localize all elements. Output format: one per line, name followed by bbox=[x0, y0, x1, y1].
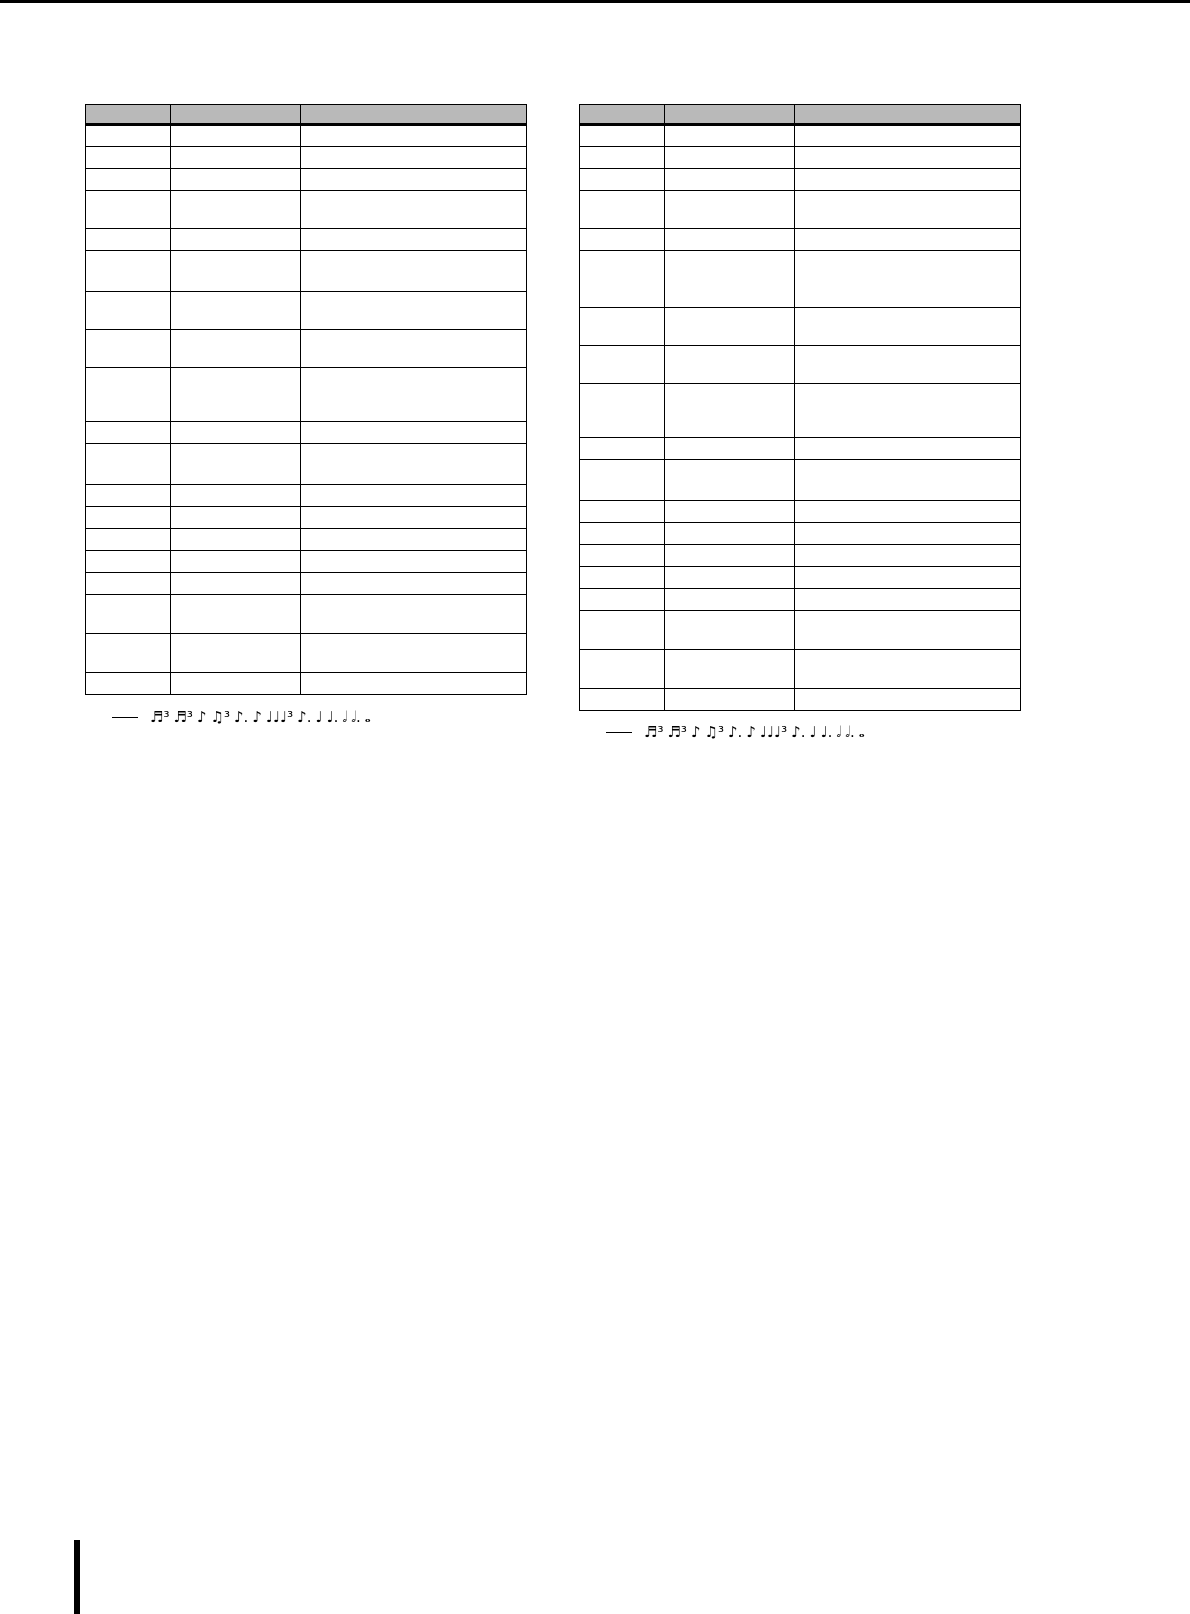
table-cell bbox=[86, 125, 171, 147]
table-row bbox=[580, 308, 1021, 346]
table-cell bbox=[580, 523, 665, 545]
table-cell bbox=[86, 169, 171, 191]
whole-note-icon: 𝅝 bbox=[858, 723, 865, 741]
table-cell bbox=[171, 573, 301, 595]
table-cell bbox=[301, 634, 527, 673]
note-values-legend bbox=[112, 708, 371, 726]
table-row bbox=[86, 330, 527, 368]
table-row bbox=[580, 567, 1021, 589]
table-cell bbox=[171, 551, 301, 573]
header-cell bbox=[665, 105, 795, 125]
table-cell bbox=[171, 169, 301, 191]
table-cell bbox=[171, 251, 301, 292]
dotted-16th-note-icon: ♪. bbox=[233, 708, 249, 726]
table-row bbox=[580, 229, 1021, 251]
table-cell bbox=[301, 422, 527, 444]
table-row bbox=[86, 673, 527, 695]
table-row bbox=[86, 507, 527, 529]
table-cell bbox=[86, 529, 171, 551]
triplet-32nd-notes-icon: ♬³ bbox=[644, 723, 664, 741]
table-cell bbox=[795, 384, 1021, 438]
table-cell bbox=[171, 673, 301, 695]
table-cell bbox=[86, 673, 171, 695]
table-row bbox=[580, 460, 1021, 501]
table-cell bbox=[301, 595, 527, 634]
table-header-row bbox=[580, 105, 1021, 125]
table-header-row bbox=[86, 105, 527, 125]
table-cell bbox=[665, 523, 795, 545]
table-cell bbox=[580, 460, 665, 501]
table-cell bbox=[301, 251, 527, 292]
table-row bbox=[580, 346, 1021, 384]
table-cell bbox=[795, 438, 1021, 460]
table-row bbox=[86, 573, 527, 595]
whole-note-icon: 𝅝 bbox=[364, 708, 371, 726]
table-cell bbox=[86, 595, 171, 634]
table-cell bbox=[86, 634, 171, 673]
table-cell bbox=[580, 438, 665, 460]
dash-icon bbox=[112, 717, 138, 718]
table-cell bbox=[580, 501, 665, 523]
table-cell bbox=[301, 368, 527, 422]
table-cell bbox=[86, 251, 171, 292]
table-cell bbox=[580, 147, 665, 169]
table-cell bbox=[580, 125, 665, 147]
table-row bbox=[86, 169, 527, 191]
8th-note-icon: ♪ bbox=[746, 723, 756, 741]
table-cell bbox=[795, 147, 1021, 169]
left-parameter-table bbox=[85, 104, 527, 695]
dotted-half-note-icon: 𝅗𝅥. bbox=[845, 723, 855, 741]
table-cell bbox=[301, 444, 527, 485]
table-cell bbox=[86, 485, 171, 507]
table-cell bbox=[86, 330, 171, 368]
table-cell bbox=[86, 507, 171, 529]
table-row bbox=[86, 368, 527, 422]
table-cell bbox=[171, 595, 301, 634]
table-row bbox=[580, 191, 1021, 229]
table-cell bbox=[580, 169, 665, 191]
table-cell bbox=[171, 634, 301, 673]
table-cell bbox=[665, 251, 795, 308]
table-cell bbox=[665, 567, 795, 589]
triplet-16th-notes-icon: ♬³ bbox=[667, 723, 687, 741]
table-cell bbox=[171, 485, 301, 507]
table-cell bbox=[665, 460, 795, 501]
header-cell bbox=[301, 105, 527, 125]
table-cell bbox=[580, 191, 665, 229]
table-row bbox=[580, 251, 1021, 308]
quarter-note-icon: ♩ bbox=[809, 723, 817, 741]
table-row bbox=[580, 384, 1021, 438]
header-cell bbox=[795, 105, 1021, 125]
table-cell bbox=[795, 460, 1021, 501]
table-cell bbox=[171, 147, 301, 169]
header-cell bbox=[580, 105, 665, 125]
table-cell bbox=[301, 529, 527, 551]
table-row bbox=[580, 125, 1021, 147]
table-cell bbox=[86, 444, 171, 485]
table-cell bbox=[665, 308, 795, 346]
table-cell bbox=[301, 169, 527, 191]
table-row bbox=[580, 147, 1021, 169]
table-cell bbox=[665, 191, 795, 229]
table-cell bbox=[301, 673, 527, 695]
table-row bbox=[86, 595, 527, 634]
table-cell bbox=[86, 551, 171, 573]
table-row bbox=[580, 501, 1021, 523]
table-cell bbox=[580, 589, 665, 611]
table-cell bbox=[795, 523, 1021, 545]
right-parameter-table bbox=[579, 104, 1021, 711]
table-cell bbox=[580, 251, 665, 308]
table-row bbox=[86, 191, 527, 229]
note-values-legend bbox=[606, 723, 865, 741]
8th-note-icon: ♪ bbox=[252, 708, 262, 726]
table-cell bbox=[171, 507, 301, 529]
table-cell bbox=[665, 147, 795, 169]
table-cell bbox=[580, 346, 665, 384]
table-cell bbox=[665, 169, 795, 191]
table-cell bbox=[301, 330, 527, 368]
table-cell bbox=[301, 229, 527, 251]
table-cell bbox=[665, 589, 795, 611]
table-row bbox=[86, 485, 527, 507]
table-row bbox=[86, 147, 527, 169]
table-cell bbox=[795, 501, 1021, 523]
table-cell bbox=[795, 346, 1021, 384]
table-cell bbox=[171, 368, 301, 422]
dotted-quarter-note-icon: ♩. bbox=[820, 723, 833, 741]
table-row bbox=[86, 125, 527, 147]
table-cell bbox=[86, 191, 171, 229]
table-cell bbox=[580, 650, 665, 689]
table-cell bbox=[171, 444, 301, 485]
table-row bbox=[86, 634, 527, 673]
quarter-note-icon: ♩ bbox=[315, 708, 323, 726]
triplet-quarter-notes-icon: ♩♩♩³ bbox=[759, 723, 788, 741]
table-row bbox=[86, 422, 527, 444]
table-cell bbox=[795, 650, 1021, 689]
table-cell bbox=[665, 689, 795, 711]
table-cell bbox=[795, 567, 1021, 589]
table-cell bbox=[795, 125, 1021, 147]
table-cell bbox=[86, 229, 171, 251]
dotted-8th-note-icon: ♪. bbox=[297, 708, 312, 726]
triplet-32nd-notes-icon: ♬³ bbox=[150, 708, 170, 726]
table-row bbox=[86, 251, 527, 292]
table-cell bbox=[171, 422, 301, 444]
16th-note-icon: ♪ bbox=[196, 708, 207, 726]
dotted-16th-note-icon: ♪. bbox=[727, 723, 743, 741]
table-row bbox=[580, 689, 1021, 711]
table-cell bbox=[86, 147, 171, 169]
table-row bbox=[580, 589, 1021, 611]
table-cell bbox=[665, 438, 795, 460]
table-cell bbox=[580, 308, 665, 346]
table-row bbox=[86, 292, 527, 330]
dotted-quarter-note-icon: ♩. bbox=[326, 708, 339, 726]
table-cell bbox=[301, 551, 527, 573]
table-cell bbox=[301, 573, 527, 595]
table-cell bbox=[580, 384, 665, 438]
table-cell bbox=[86, 292, 171, 330]
table-cell bbox=[795, 251, 1021, 308]
half-note-icon: 𝅗𝅥 bbox=[836, 723, 842, 741]
triplet-8th-notes-icon: ♫³ bbox=[210, 708, 230, 726]
table-cell bbox=[171, 229, 301, 251]
table-cell bbox=[86, 422, 171, 444]
table-cell bbox=[795, 191, 1021, 229]
table-cell bbox=[171, 191, 301, 229]
table-row bbox=[580, 523, 1021, 545]
table-cell bbox=[580, 689, 665, 711]
table-row bbox=[580, 545, 1021, 567]
table-cell bbox=[301, 125, 527, 147]
table-row bbox=[86, 229, 527, 251]
table-cell bbox=[171, 330, 301, 368]
table-cell bbox=[301, 147, 527, 169]
table-cell bbox=[795, 689, 1021, 711]
table-row bbox=[580, 438, 1021, 460]
table-cell bbox=[171, 529, 301, 551]
table-cell bbox=[301, 292, 527, 330]
table-cell bbox=[86, 368, 171, 422]
table-row bbox=[86, 444, 527, 485]
table-row bbox=[580, 650, 1021, 689]
dash-icon bbox=[606, 732, 632, 733]
table-row bbox=[86, 551, 527, 573]
table-cell bbox=[171, 125, 301, 147]
table-cell bbox=[580, 545, 665, 567]
table-row bbox=[580, 169, 1021, 191]
table-cell bbox=[86, 573, 171, 595]
table-cell bbox=[665, 346, 795, 384]
dotted-half-note-icon: 𝅗𝅥. bbox=[351, 708, 361, 726]
dotted-8th-note-icon: ♪. bbox=[791, 723, 806, 741]
triplet-quarter-notes-icon: ♩♩♩³ bbox=[265, 708, 294, 726]
triplet-8th-notes-icon: ♫³ bbox=[704, 723, 724, 741]
table-row bbox=[580, 611, 1021, 650]
table-cell bbox=[171, 292, 301, 330]
table-cell bbox=[795, 169, 1021, 191]
triplet-16th-notes-icon: ♬³ bbox=[173, 708, 193, 726]
table-cell bbox=[301, 507, 527, 529]
table-cell bbox=[665, 229, 795, 251]
header-cell bbox=[86, 105, 171, 125]
table-row bbox=[86, 529, 527, 551]
table-cell bbox=[665, 125, 795, 147]
page-edge-marker bbox=[74, 1540, 80, 1614]
16th-note-icon: ♪ bbox=[690, 723, 701, 741]
header-cell bbox=[171, 105, 301, 125]
half-note-icon: 𝅗𝅥 bbox=[342, 708, 348, 726]
table-cell bbox=[301, 485, 527, 507]
table-cell bbox=[665, 501, 795, 523]
table-cell bbox=[665, 545, 795, 567]
table-cell bbox=[795, 229, 1021, 251]
table-cell bbox=[580, 567, 665, 589]
table-cell bbox=[665, 650, 795, 689]
table-cell bbox=[795, 545, 1021, 567]
table-cell bbox=[580, 611, 665, 650]
table-cell bbox=[301, 191, 527, 229]
table-cell bbox=[665, 611, 795, 650]
table-cell bbox=[665, 384, 795, 438]
top-rule bbox=[0, 0, 1190, 3]
table-cell bbox=[795, 611, 1021, 650]
table-cell bbox=[795, 308, 1021, 346]
table-cell bbox=[580, 229, 665, 251]
table-cell bbox=[795, 589, 1021, 611]
